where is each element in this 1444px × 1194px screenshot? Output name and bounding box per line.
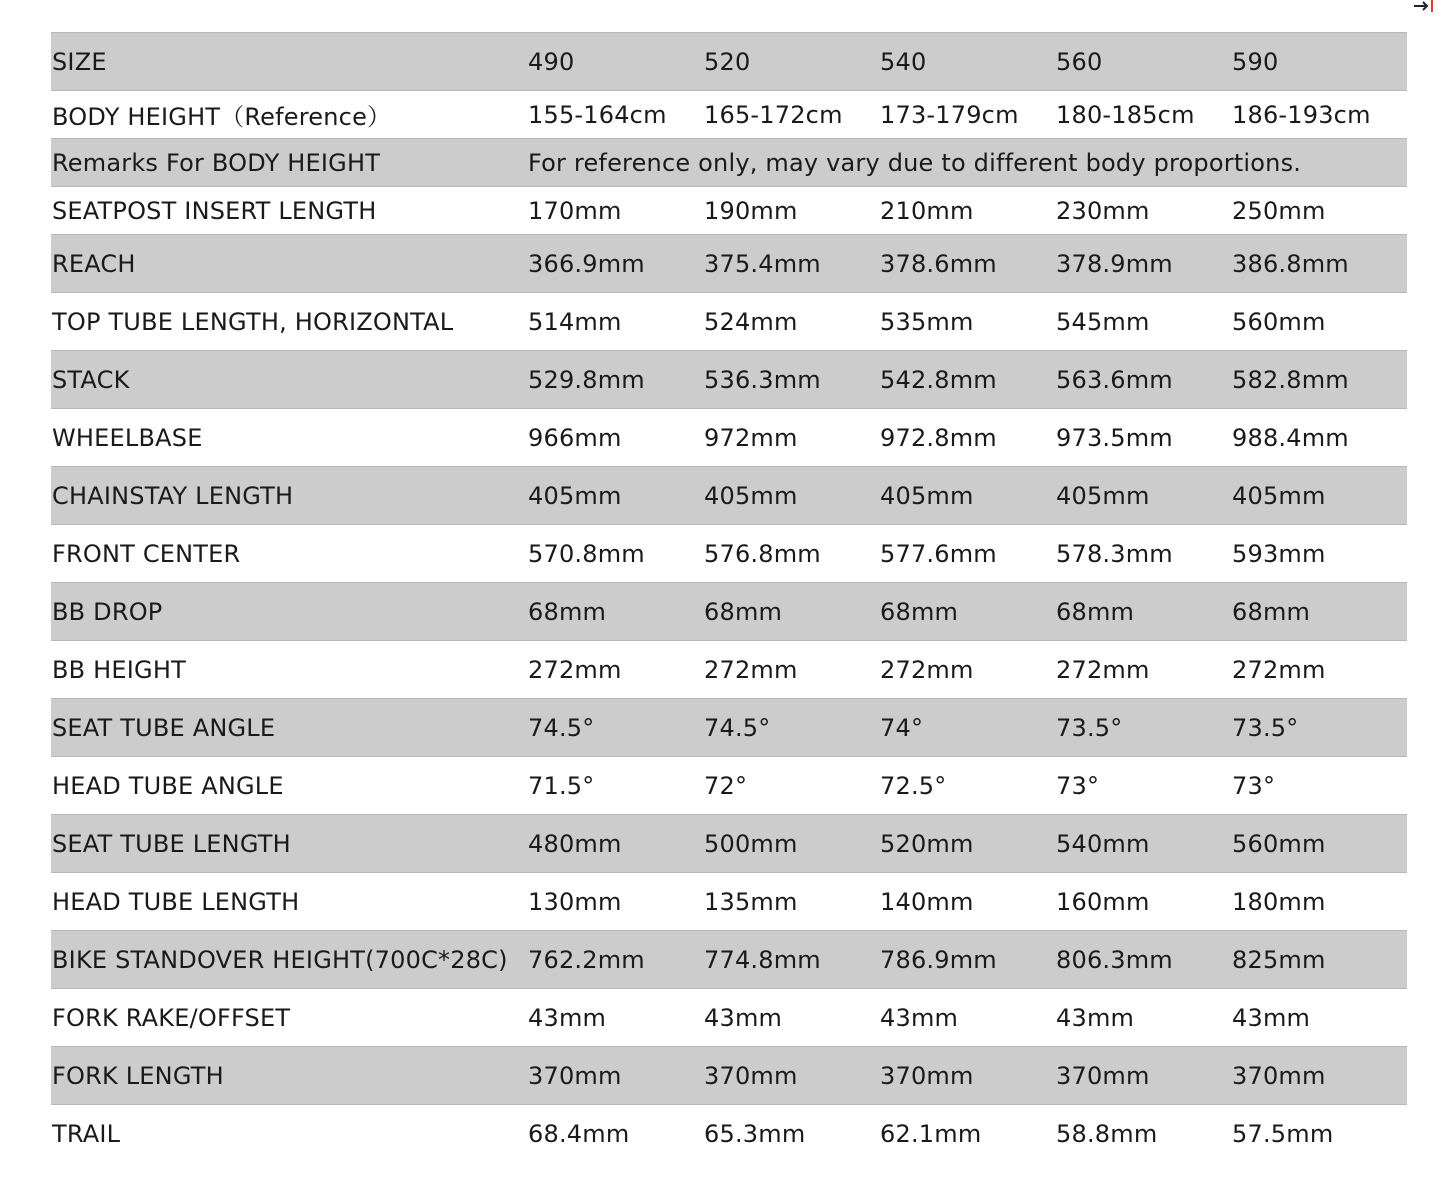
row-value: 74°	[879, 699, 1055, 757]
row-value: 135mm	[704, 887, 798, 916]
body-height-value: 173-179cm	[880, 100, 1019, 129]
row-value: 966mm	[528, 423, 622, 452]
row-value: 405mm	[703, 467, 879, 525]
row-value: 43mm	[704, 1003, 783, 1032]
row-value: 68mm	[703, 583, 879, 641]
row-value: 578.3mm	[1056, 539, 1173, 568]
row-label: STACK	[51, 351, 527, 409]
row-value: 68mm	[1231, 583, 1407, 641]
row-value: 405mm	[879, 467, 1055, 525]
row-value: 68mm	[879, 583, 1055, 641]
row-value: 130mm	[528, 887, 622, 916]
row-value: 774.8mm	[703, 931, 879, 989]
table-row	[51, 187, 1407, 235]
table-row	[51, 525, 1407, 583]
row-value: 62.1mm	[880, 1119, 982, 1148]
row-value: 190mm	[704, 196, 798, 225]
remarks-text: For reference only, may vary due to different body proportions.	[527, 139, 1407, 187]
row-value: 210mm	[880, 196, 974, 225]
row-value: 72°	[704, 771, 748, 800]
row-value: 536.3mm	[703, 351, 879, 409]
row-value: 972mm	[704, 423, 798, 452]
row-value: 405mm	[1055, 467, 1231, 525]
row-value: 500mm	[703, 815, 879, 873]
table-row	[51, 293, 1407, 351]
row-label: WHEELBASE	[52, 423, 203, 452]
row-value: 378.6mm	[879, 235, 1055, 293]
row-value: 405mm	[1231, 467, 1407, 525]
row-value: 43mm	[1232, 1003, 1311, 1032]
row-value: 524mm	[704, 307, 798, 336]
row-value: 529.8mm	[527, 351, 703, 409]
row-value: 786.9mm	[879, 931, 1055, 989]
row-value: 972.8mm	[880, 423, 997, 452]
table-header-row	[51, 33, 1407, 91]
row-value: 140mm	[880, 887, 974, 916]
table-row	[51, 235, 1407, 293]
row-value: 73°	[1232, 771, 1276, 800]
row-value: 73°	[1056, 771, 1100, 800]
row-value: 560mm	[1231, 815, 1407, 873]
body-height-value: 180-185cm	[1056, 100, 1195, 129]
table-row	[51, 351, 1407, 409]
body-height-value: 155-164cm	[528, 100, 667, 129]
row-value: 762.2mm	[527, 931, 703, 989]
table-row	[51, 641, 1407, 699]
row-label: FORK LENGTH	[51, 1047, 527, 1105]
row-label: TRAIL	[52, 1119, 121, 1148]
row-value: 825mm	[1231, 931, 1407, 989]
row-value: 370mm	[527, 1047, 703, 1105]
row-label: SEAT TUBE LENGTH	[51, 815, 527, 873]
table-row	[51, 1105, 1407, 1163]
row-value: 370mm	[879, 1047, 1055, 1105]
row-value: 520mm	[879, 815, 1055, 873]
body-height-row	[51, 91, 1407, 139]
size-540: 540	[879, 33, 1055, 91]
row-value: 272mm	[880, 655, 974, 684]
row-value: 65.3mm	[704, 1119, 806, 1148]
size-560: 560	[1055, 33, 1231, 91]
size-520: 520	[703, 33, 879, 91]
row-value: 973.5mm	[1056, 423, 1173, 452]
row-value: 370mm	[1055, 1047, 1231, 1105]
table-row	[51, 409, 1407, 467]
row-label: CHAINSTAY LENGTH	[51, 467, 527, 525]
row-value: 370mm	[703, 1047, 879, 1105]
row-value: 73.5°	[1231, 699, 1407, 757]
table-row	[51, 757, 1407, 815]
row-value: 68mm	[527, 583, 703, 641]
row-value: 74.5°	[527, 699, 703, 757]
row-value: 58.8mm	[1056, 1119, 1158, 1148]
row-value: 73.5°	[1055, 699, 1231, 757]
table-row	[51, 815, 1407, 873]
row-label: SEAT TUBE ANGLE	[51, 699, 527, 757]
exit-icon[interactable]	[1410, 0, 1436, 12]
row-value: 540mm	[1055, 815, 1231, 873]
table-row	[51, 873, 1407, 931]
row-value: 582.8mm	[1231, 351, 1407, 409]
row-value: 272mm	[1056, 655, 1150, 684]
row-label: FORK RAKE/OFFSET	[52, 1003, 291, 1032]
row-value: 405mm	[527, 467, 703, 525]
row-value: 68.4mm	[528, 1119, 630, 1148]
row-value: 366.9mm	[527, 235, 703, 293]
row-value: 72.5°	[880, 771, 947, 800]
table-row	[51, 1047, 1407, 1105]
table-row	[51, 583, 1407, 641]
row-value: 68mm	[1055, 583, 1231, 641]
row-value: 375.4mm	[703, 235, 879, 293]
row-value: 576.8mm	[704, 539, 821, 568]
row-value: 74.5°	[703, 699, 879, 757]
body-height-label: BODY HEIGHT（Reference）	[52, 103, 392, 131]
row-value: 988.4mm	[1232, 423, 1349, 452]
remarks-label: Remarks For BODY HEIGHT	[51, 139, 527, 187]
row-value: 272mm	[1232, 655, 1326, 684]
row-label: BB HEIGHT	[52, 655, 186, 684]
row-label: BIKE STANDOVER HEIGHT(700C*28C)	[51, 931, 527, 989]
row-value: 370mm	[1231, 1047, 1407, 1105]
row-value: 43mm	[528, 1003, 607, 1032]
row-value: 593mm	[1232, 539, 1326, 568]
row-value: 43mm	[880, 1003, 959, 1032]
row-value: 535mm	[880, 307, 974, 336]
row-value: 170mm	[528, 196, 622, 225]
row-value: 57.5mm	[1232, 1119, 1334, 1148]
row-value: 577.6mm	[880, 539, 997, 568]
row-value: 250mm	[1232, 196, 1326, 225]
body-height-value: 165-172cm	[704, 100, 843, 129]
size-label: SIZE	[51, 33, 527, 91]
row-label: REACH	[51, 235, 527, 293]
row-value: 230mm	[1056, 196, 1150, 225]
row-value: 272mm	[704, 655, 798, 684]
row-label: SEATPOST INSERT LENGTH	[52, 196, 377, 225]
size-490: 490	[527, 33, 703, 91]
remarks-row	[51, 139, 1407, 187]
row-value: 71.5°	[528, 771, 595, 800]
size-590: 590	[1231, 33, 1407, 91]
row-value: 806.3mm	[1055, 931, 1231, 989]
table-row	[51, 931, 1407, 989]
row-value: 180mm	[1232, 887, 1326, 916]
row-value: 570.8mm	[528, 539, 645, 568]
row-value: 480mm	[527, 815, 703, 873]
body-height-value: 186-193cm	[1232, 100, 1371, 129]
row-value: 43mm	[1056, 1003, 1135, 1032]
row-label: HEAD TUBE ANGLE	[52, 771, 284, 800]
row-value: 563.6mm	[1055, 351, 1231, 409]
row-label: TOP TUBE LENGTH, HORIZONTAL	[52, 307, 454, 336]
row-value: 514mm	[528, 307, 622, 336]
row-value: 542.8mm	[879, 351, 1055, 409]
table-row	[51, 989, 1407, 1047]
table-row	[51, 467, 1407, 525]
row-label: BB DROP	[51, 583, 527, 641]
row-value: 160mm	[1056, 887, 1150, 916]
row-label: HEAD TUBE LENGTH	[52, 887, 300, 916]
row-value: 545mm	[1056, 307, 1150, 336]
row-value: 560mm	[1232, 307, 1326, 336]
table-row	[51, 699, 1407, 757]
row-value: 386.8mm	[1231, 235, 1407, 293]
row-value: 272mm	[528, 655, 622, 684]
row-label: FRONT CENTER	[52, 539, 241, 568]
row-value: 378.9mm	[1055, 235, 1231, 293]
geometry-table	[51, 32, 1407, 1162]
